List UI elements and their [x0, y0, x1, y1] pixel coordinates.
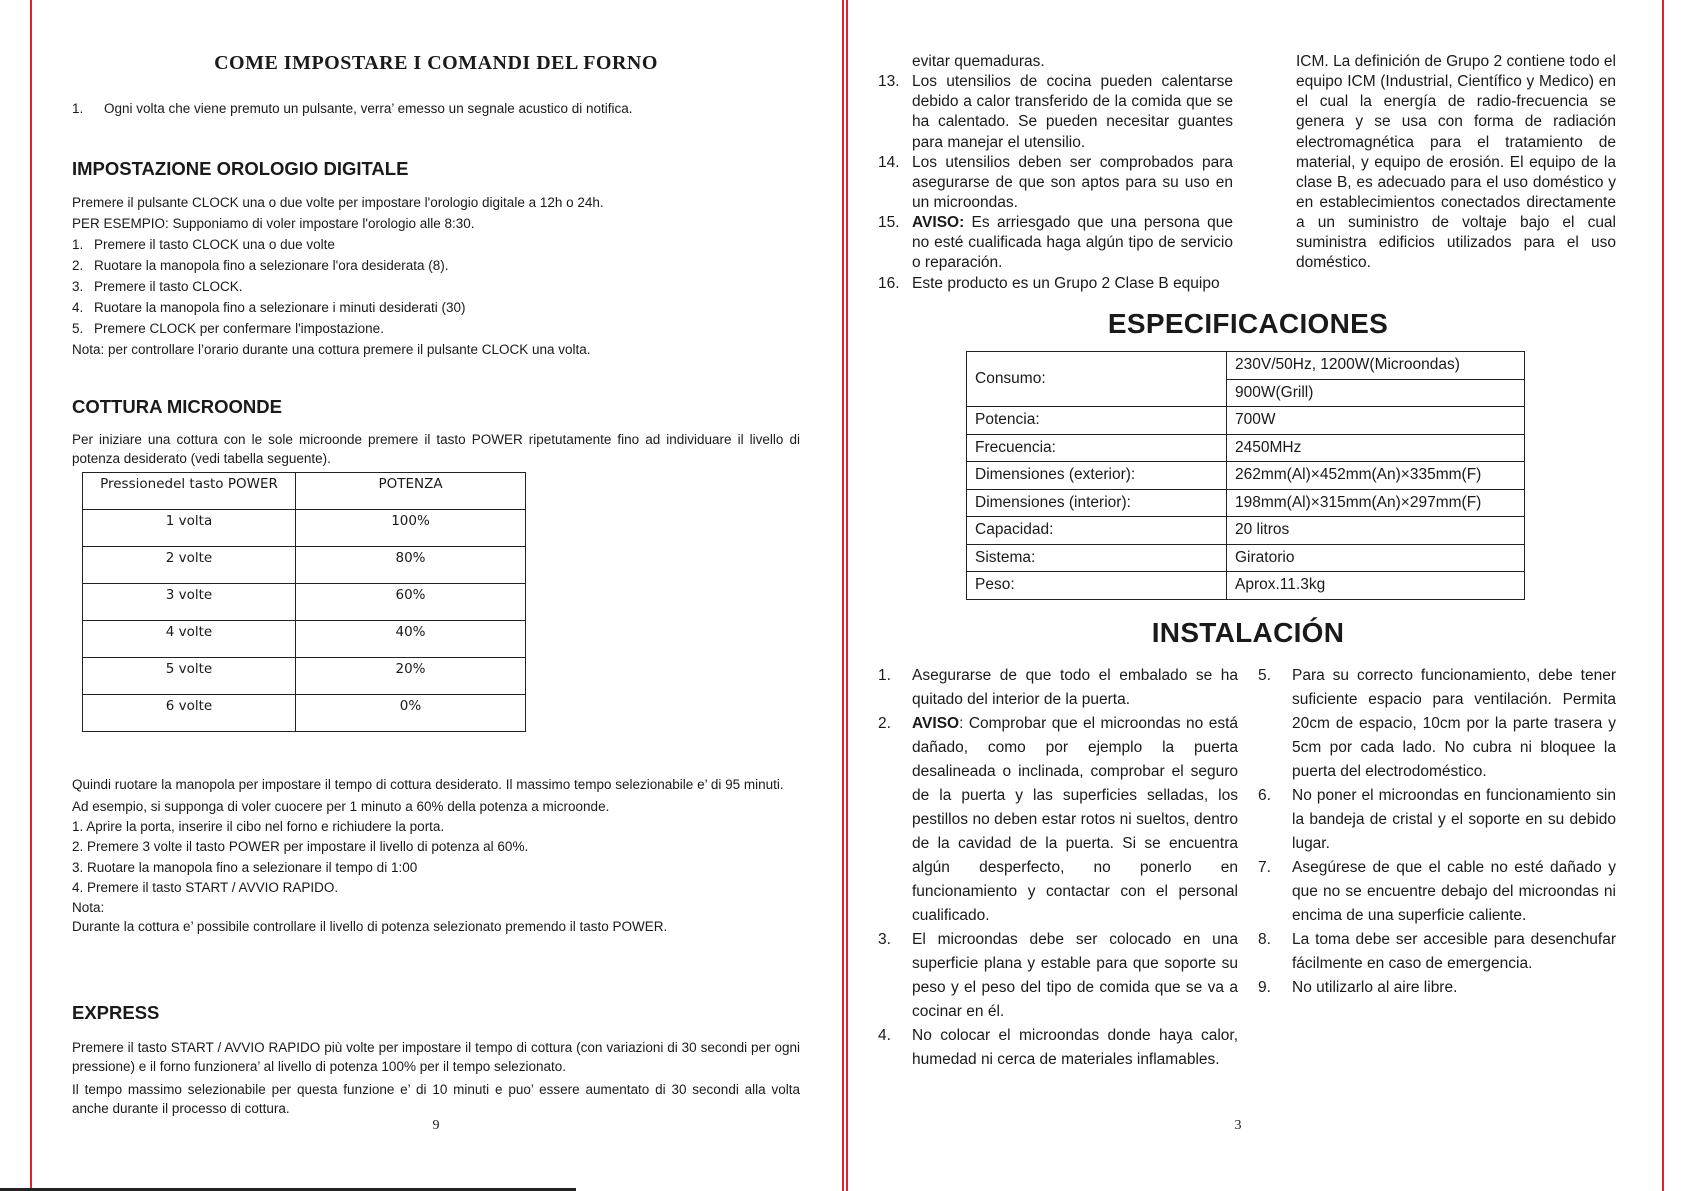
center-margin-line-left: [842, 0, 844, 1191]
page-number-right: 3: [1234, 1118, 1242, 1133]
clock-heading: IMPOSTAZIONE OROLOGIO DIGITALE: [72, 158, 409, 179]
spec-table: [966, 351, 1525, 600]
intro-text: Ogni volta che viene premuto un pulsante, verra’ emesso un segnale acustico di notifica.: [104, 101, 633, 116]
spec-title: ESPECIFICACIONES: [1107, 308, 1389, 339]
example-step: 3. Ruotare la manopola fino a selezionare il tempo di 1:00: [72, 859, 418, 875]
list-item: 9. No utilizarlo al aire libre.: [1258, 979, 1458, 997]
table-row: [967, 352, 1525, 380]
precautions-col1: [878, 52, 1233, 294]
table-row: 3 volte 60%: [83, 584, 526, 621]
consumo-value: 900W(Grill): [1227, 379, 1525, 407]
consumo-label: Consumo:: [967, 352, 1227, 407]
list-item: 4. No colocar el microondas donde haya calor, humedad ni cerca de materiales inflamables.: [878, 1027, 1238, 1069]
clock-step: 5. Premere CLOCK per confermare l'impostazione.: [72, 321, 384, 337]
express-p2: Il tempo massimo selezionabile per questa funzione e’ di 10 minuti e puo’ essere aumentato di 30 secondi alla volta anche durante il processo di cottura.: [72, 1082, 800, 1117]
example-step: 2. Premere 3 volte il tasto POWER per impostare il livello di potenza al 60%.: [72, 839, 529, 855]
express-heading: EXPRESS: [72, 1002, 160, 1023]
power-table: [82, 472, 526, 732]
list-item: 16. Este producto es un Grupo 2 Clase B equipo: [878, 274, 1220, 292]
table-row: 1 volta 100%: [83, 510, 526, 547]
table-row: Capacidad: 20 litros: [967, 517, 1525, 545]
max-time-text: Quindi ruotare la manopola per impostare il tempo di cottura desiderato. Il massimo tempo selezionabile e’ di 95 minuti.: [72, 777, 784, 792]
list-item: 2. AVISO: Comprobar que el microondas no está dañado, como por ejemplo la puerta desalineada o inclinada, comprobar el seguro de la puerta y las superficies selladas, los pestillos no deben estar rotos ni sueltos, dentro de la cavidad de la puerta. Si se encuentra algún desperfecto, no ponerlo en funcionamiento y contactar con el personal cualificado.: [878, 715, 1238, 925]
install-title: INSTALACIÓN: [1151, 617, 1345, 648]
header-power: POTENZA: [296, 473, 526, 510]
micro-after: [72, 775, 800, 936]
install-col1: [878, 664, 1238, 1072]
power-table-header: [83, 473, 526, 510]
micro-heading: COTTURA MICROONDE: [72, 396, 282, 417]
aviso-bold: AVISO: [912, 715, 960, 733]
clock-step: 1. Premere il tasto CLOCK una o due volte: [72, 237, 335, 253]
clock-section: [72, 158, 800, 360]
list-item: evitar quemaduras.: [912, 53, 1045, 70]
aviso-bold: AVISO:: [912, 214, 965, 232]
intro-number: 1.: [72, 101, 84, 116]
install-col2: [1258, 664, 1616, 1000]
table-row: Frecuencia: 2450MHz: [967, 434, 1525, 462]
left-margin-line: [30, 0, 32, 1191]
list-item: 8. La toma debe ser accesible para desenchufar fácilmente en caso de emergencia.: [1258, 931, 1616, 973]
intro-item: [72, 98, 800, 119]
example-text: Ad esempio, si supponga di voler cuocere per 1 minuto a 60% della potenza a microonde.: [72, 799, 610, 815]
nota-text: Durante la cottura e’ possibile controllare il livello di potenza selezionato premendo il tasto POWER.: [72, 919, 668, 935]
table-row: Dimensiones (interior): 198mm(Al)×315mm(An)×297mm(F): [967, 489, 1525, 517]
example-step: 4. Premere il tasto START / AVVIO RAPIDO.: [72, 879, 339, 895]
list-item: 7. Asegúrese de que el cable no esté dañado y que no se encuentre debajo del microondas ni encima de una superficie caliente.: [1258, 859, 1616, 925]
right-page: [878, 0, 1618, 1191]
example-step: 1. Aprire la porta, inserire il cibo nel forno e richiudere la porta.: [72, 819, 445, 835]
nota-label: Nota:: [72, 899, 105, 915]
micro-intro: Per iniziare una cottura con le sole microonde premere il tasto POWER ripetutamente fino ad individuare il livello di potenza desiderato (vedi tabella seguente).: [72, 432, 800, 467]
list-item: 1. Asegurarse de que todo el embalado se ha quitado del interior de la puerta.: [878, 667, 1238, 709]
table-row: 6 volte 0%: [83, 695, 526, 732]
list-item: 6. No poner el microondas en funcionamiento sin la bandeja de cristal y el soporte en su debido lugar.: [1258, 787, 1616, 853]
page-number-left: 9: [432, 1118, 440, 1133]
clock-step: 3. Premere il tasto CLOCK.: [72, 279, 243, 295]
table-row: Sistema: Giratorio: [967, 544, 1525, 572]
list-item: 3. El microondas debe ser colocado en una superficie plana y estable para que soporte su peso y el peso del tipo de comida que se va a cocinar en él.: [878, 931, 1238, 1021]
page-title: COME IMPOSTARE I COMANDI DEL FORNO: [214, 52, 658, 74]
clock-step: 2. Ruotare la manopola fino a selezionare l'ora desiderata (8).: [72, 258, 449, 274]
clock-step: 4. Ruotare la manopola fino a selezionare i minuti desiderati (30): [72, 300, 466, 316]
micro-section: [72, 396, 800, 732]
table-row: Peso: Aprox.11.3kg: [967, 572, 1525, 600]
clock-line: PER ESEMPIO: Supponiamo di voler impostare l'orologio alle 8:30.: [72, 216, 475, 232]
table-row: 4 volte 40%: [83, 621, 526, 658]
list-item: 13. Los utensilios de cocina pueden calentarse debido a calor transferido de la comida que se ha calentado. Se pueden necesitar guantes para manejar el utensilio.: [878, 73, 1233, 151]
clock-line: Premere il pulsante CLOCK una o due volte per impostare l'orologio digitale a 12h o 24h.: [72, 195, 604, 210]
right-margin-line: [1662, 0, 1664, 1191]
precautions-col2: ICM. La definición de Grupo 2 contiene todo el equipo ICM (Industrial, Científico y Medico) en el cual la energía de radio-frecuencia se genera y se usa con forma de radiación electromagnética para el tratamiento de material, y equipo de erosión. El equipo de la clase B, es adecuado para el uso doméstico y en establecimientos conectados directamente a un suministro de voltaje bajo el cual suministra edificios utilizados para el uso doméstico.: [1296, 53, 1616, 272]
list-item: 5. Para su correcto funcionamiento, debe tener suficiente espacio para ventilación. Permita 20cm de espacio, 10cm por la parte trasera y 5cm por cada lado. No cubra ni bloquee la puerta del electrodoméstico.: [1258, 667, 1616, 781]
express-p1: Premere il tasto START / AVVIO RAPIDO più volte per impostare il tempo di cottura (con variazioni di 30 secondi per ogni pressione) e il forno funzionera’ al livello di potenza 100% per il tempo selezionato.: [72, 1040, 800, 1075]
left-page: [72, 0, 800, 1191]
table-row: Dimensiones (exterior): 262mm(Al)×452mm(An)×335mm(F): [967, 462, 1525, 490]
header-presses: Pressionedel tasto POWER: [83, 473, 296, 510]
clock-note: Nota: per controllare l’orario durante una cottura premere il pulsante CLOCK una volta.: [72, 342, 591, 358]
consumo-value: 230V/50Hz, 1200W(Microondas): [1227, 352, 1525, 380]
table-row: 2 volte 80%: [83, 547, 526, 584]
table-row: 5 volte 20%: [83, 658, 526, 695]
list-item: 14. Los utensilios deben ser comprobados para asegurarse de que son aptos para su uso en un microondas.: [878, 153, 1233, 211]
center-margin-line-right: [846, 0, 848, 1191]
express-section: [72, 1002, 800, 1119]
table-row: Potencia: 700W: [967, 407, 1525, 435]
list-item: 15. AVISO: Es arriesgado que una persona que no esté cualificada haga algún tipo de servicio o reparación.: [878, 214, 1233, 272]
